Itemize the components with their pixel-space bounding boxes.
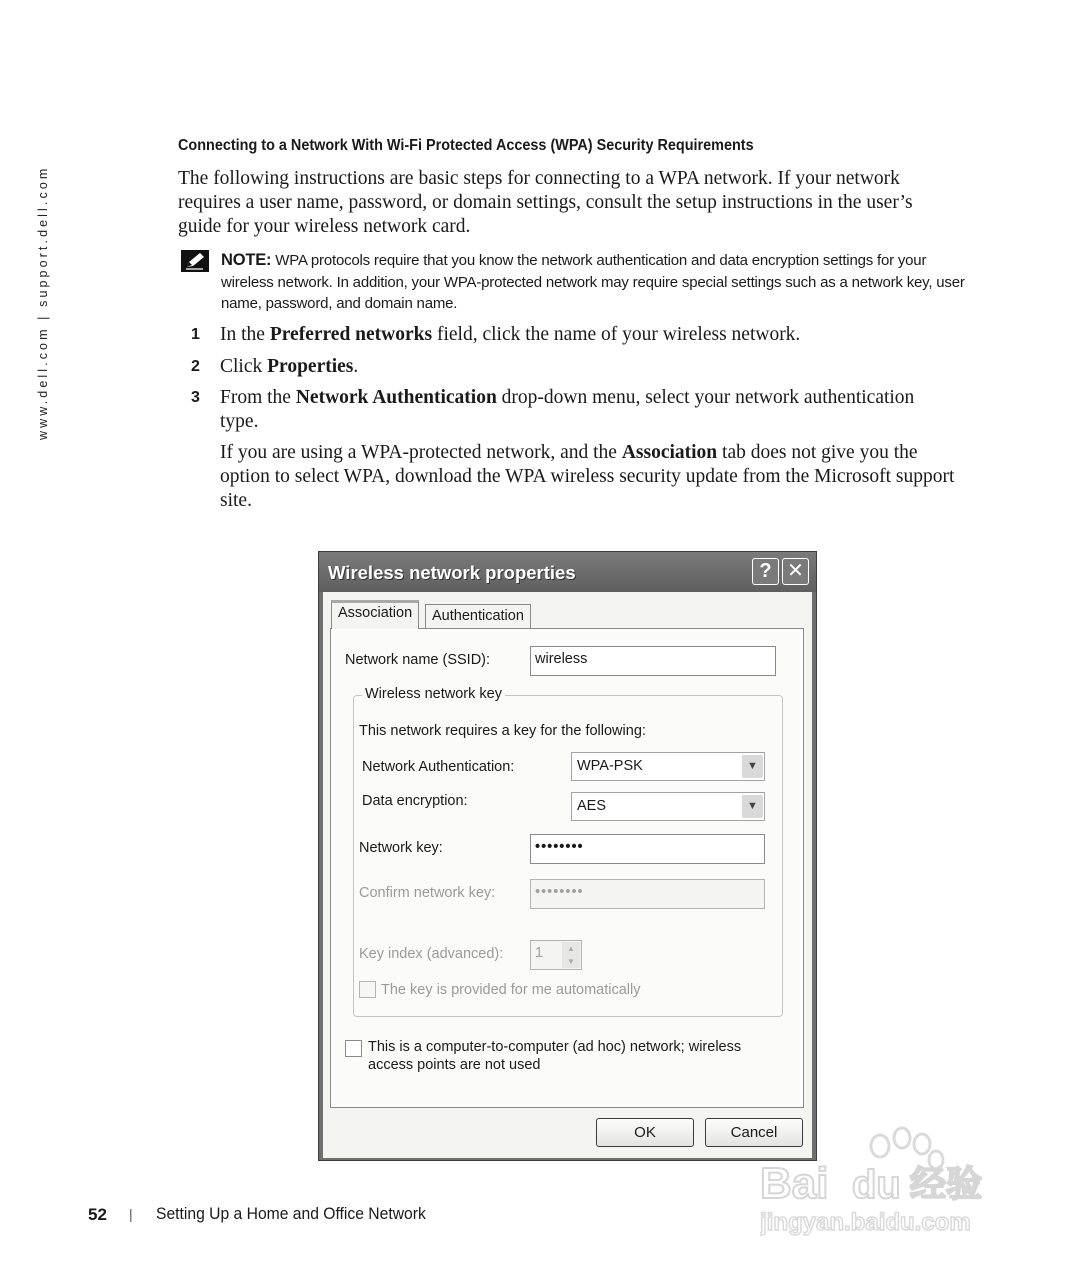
note-text: WPA protocols require that you know the network authentication and data encryption settings for your wireless network. In addition, your WPA-protected network may require special settings such as a network key, user name, password, and domain name.: [221, 252, 965, 312]
ok-button[interactable]: OK: [596, 1118, 694, 1147]
step-number: 2: [191, 358, 200, 375]
dialog-title: Wireless network properties: [328, 562, 576, 583]
requires-key-text: This network requires a key for the following:: [359, 723, 646, 739]
auto-key-checkbox[interactable]: [359, 981, 376, 998]
step-text: From the Network Authentication drop-down menu, select your network authentication type.: [220, 387, 915, 432]
spin-up-icon[interactable]: ▲: [562, 942, 580, 955]
network-auth-label: Network Authentication:: [362, 759, 515, 775]
data-encryption-label: Data encryption:: [362, 793, 468, 809]
confirm-key-input[interactable]: ••••••••: [530, 879, 765, 909]
dialog-titlebar: [319, 552, 816, 592]
tab-authentication[interactable]: Authentication: [425, 604, 531, 630]
side-url: www.dell.com | support.dell.com: [36, 165, 50, 440]
key-index-label: Key index (advanced):: [359, 946, 504, 962]
key-index-spinner[interactable]: 1 ▲ ▼: [530, 940, 582, 970]
chevron-down-icon: ▼: [742, 795, 763, 818]
spin-down-icon[interactable]: ▼: [562, 955, 580, 968]
footer-separator: |: [129, 1206, 133, 1222]
watermark-brand: Bai: [760, 1159, 829, 1208]
step-text: In the Preferred networks field, click the name of your wireless network.: [220, 324, 801, 345]
network-key-input[interactable]: ••••••••: [530, 834, 765, 864]
tab-association[interactable]: Association: [331, 600, 419, 629]
auto-key-label: The key is provided for me automatically: [381, 982, 641, 998]
page-number: 52: [88, 1205, 107, 1224]
step-text: Click Properties.: [220, 356, 359, 377]
close-icon: ✕: [787, 560, 804, 582]
watermark-url: jingyan.baidu.com: [760, 1209, 971, 1236]
group-title: Wireless network key: [362, 686, 505, 702]
data-encryption-select[interactable]: AES ▼: [571, 792, 765, 821]
intro-paragraph: The following instructions are basic steps for connecting to a WPA network. If your network requires a user name, password, or domain settings, consult the setup instructions in the user’s guide for your wireless network card.: [178, 168, 913, 237]
footer-chapter-title: Setting Up a Home and Office Network: [156, 1205, 426, 1223]
dialog-client: [323, 592, 812, 1158]
ssid-input[interactable]: wireless: [530, 646, 776, 676]
help-icon: ?: [759, 560, 772, 582]
watermark-brand-du: du: [852, 1163, 901, 1207]
association-panel: [330, 628, 804, 1108]
help-button[interactable]: [752, 558, 779, 585]
step-number: 3: [191, 389, 200, 406]
step-number: 1: [191, 326, 200, 343]
note-label: NOTE:: [221, 251, 272, 269]
ssid-label: Network name (SSID):: [345, 652, 491, 668]
watermark-cn: 经验: [910, 1164, 983, 1205]
section-heading: Connecting to a Network With Wi-Fi Protected Access (WPA) Security Requirements: [178, 137, 754, 154]
wireless-properties-dialog: [318, 551, 817, 1161]
chevron-down-icon: ▼: [742, 755, 763, 778]
adhoc-label-line2: access points are not used: [368, 1057, 541, 1073]
step-3-detail: If you are using a WPA-protected network, and the Association tab does not give you the option to select WPA, download the WPA wireless security update from the Microsoft support site.: [220, 442, 955, 511]
note-block: [221, 250, 981, 315]
adhoc-checkbox[interactable]: [345, 1040, 362, 1057]
cancel-button[interactable]: Cancel: [705, 1118, 803, 1147]
confirm-key-label: Confirm network key:: [359, 885, 496, 901]
network-auth-select[interactable]: WPA-PSK ▼: [571, 752, 765, 781]
close-button[interactable]: [782, 558, 809, 585]
adhoc-label-line1: This is a computer-to-computer (ad hoc) network; wireless: [368, 1039, 742, 1055]
note-pencil-icon: [181, 250, 209, 272]
network-key-label: Network key:: [359, 840, 443, 856]
wireless-key-group: [353, 686, 783, 1017]
baidu-watermark: [760, 1122, 1005, 1242]
